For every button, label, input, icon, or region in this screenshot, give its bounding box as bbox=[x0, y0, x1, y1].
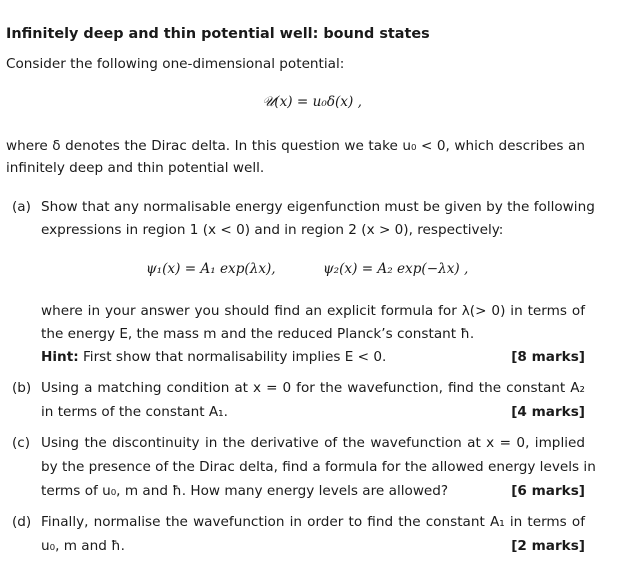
hint-label: Hint: bbox=[41, 349, 79, 365]
part-b-line-2: in terms of the constant A₁. bbox=[41, 404, 228, 420]
description-line-2: infinitely deep and thin potential well. bbox=[6, 160, 265, 176]
potential-equation: 𝒰(x) = u₀δ(x) , bbox=[262, 94, 362, 110]
part-a-line-2: expressions in region 1 (x < 0) and in region 2 (x > 0), respectively: bbox=[41, 222, 504, 238]
description-line-1: where δ denotes the Dirac delta. In this question we take u₀ < 0, which describes an bbox=[6, 138, 585, 154]
part-c-line-3: terms of u₀, m and ħ. How many energy levels are allowed? bbox=[41, 483, 449, 499]
part-a-line-3: where in your answer you should find an explicit formula for λ(> 0) in terms of bbox=[41, 303, 585, 319]
marks-badge: [4 marks] bbox=[511, 404, 585, 420]
marks-badge: [6 marks] bbox=[511, 483, 585, 499]
hint-text: First show that normalisability implies E < 0. bbox=[78, 349, 387, 365]
hint-line bbox=[41, 351, 386, 365]
part-label: (a) bbox=[12, 199, 31, 215]
page-title: Infinitely deep and thin potential well: bound states bbox=[6, 26, 430, 42]
part-a-line-4: the energy E, the mass m and the reduced Planck’s constant ħ. bbox=[41, 326, 475, 342]
intro-text: Consider the following one-dimensional potential: bbox=[6, 56, 345, 72]
part-d-line-1: Finally, normalise the wavefunction in order to find the constant A₁ in terms of bbox=[41, 514, 585, 530]
part-c-line-1: Using the discontinuity in the derivative of the wavefunction at x = 0, implied bbox=[41, 435, 585, 451]
part-label: (d) bbox=[12, 514, 32, 530]
part-label: (b) bbox=[12, 380, 32, 396]
part-b-line-1: Using a matching condition at x = 0 for the wavefunction, find the constant A₂ bbox=[41, 380, 585, 396]
part-a-line-1: Show that any normalisable energy eigenfunction must be given by the following bbox=[41, 199, 595, 215]
part-d-line-2: u₀, m and ħ. bbox=[41, 538, 125, 554]
psi1-equation: ψ₁(x) = A₁ exp(λx), bbox=[146, 261, 276, 277]
marks-badge: [8 marks] bbox=[511, 349, 585, 365]
part-c-line-2: by the presence of the Dirac delta, find a formula for the allowed energy levels in bbox=[41, 459, 596, 475]
part-label: (c) bbox=[12, 435, 31, 451]
marks-badge: [2 marks] bbox=[511, 538, 585, 554]
psi2-equation: ψ₂(x) = A₂ exp(−λx) , bbox=[323, 261, 469, 277]
